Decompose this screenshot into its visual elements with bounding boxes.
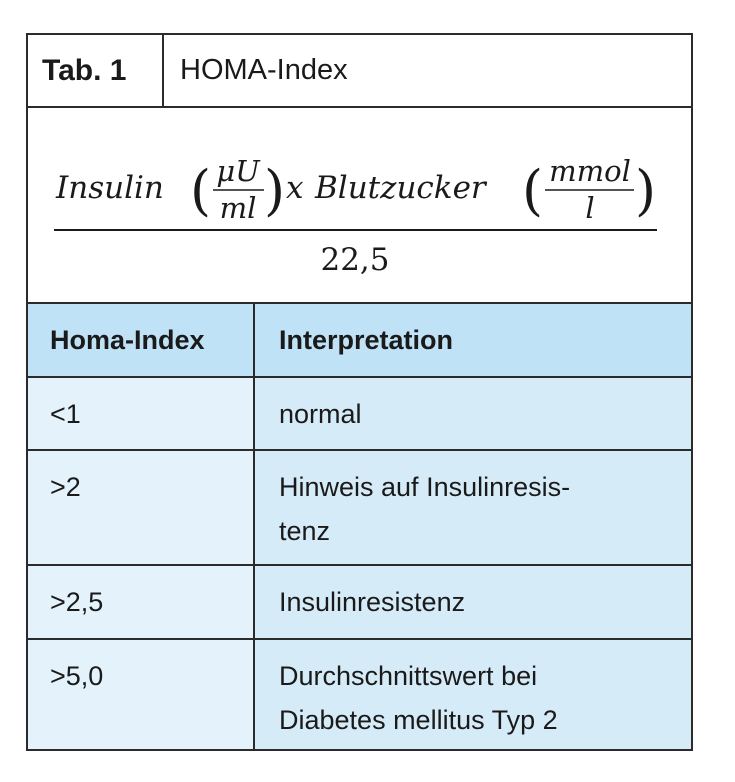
interpretation-line: normal (279, 399, 362, 429)
table-cell-interpretation (255, 640, 691, 749)
table-cell-index: <1 (28, 378, 255, 449)
interpretation-line: Hinweis auf Insulinresis- (279, 472, 571, 502)
table-frame (26, 33, 693, 751)
homa-formula (28, 108, 691, 302)
table-cell-interpretation (255, 566, 691, 638)
formula-term-insulin: Insulin (56, 170, 164, 206)
interpretation-table (28, 304, 691, 749)
formula-paren-close-2: ) (635, 159, 657, 222)
table-row (28, 451, 691, 566)
formula-term-blutzucker: Blutzucker (315, 170, 486, 206)
formula-paren-open-2: ( (522, 159, 544, 222)
formula-operator: x (286, 170, 304, 206)
interpretation-line: Diabetes mellitus Typ 2 (279, 705, 558, 735)
table-title-row (28, 35, 691, 108)
table-cell-index: >5,0 (28, 640, 255, 749)
formula-paren-close-1: ) (264, 159, 286, 222)
table-row (28, 640, 691, 749)
formula-unit-glucose-numerator: mmol (549, 154, 631, 188)
formula-denominator: 22,5 (320, 242, 390, 278)
formula-section (28, 108, 691, 304)
interpretation-line: tenz (279, 516, 331, 546)
formula-unit-insulin-denominator: ml (219, 191, 257, 225)
interpretation-line: Durchschnittswert bei (279, 661, 538, 691)
column-header-homa-index: Homa-Index (28, 304, 255, 376)
column-header-interpretation: Interpretation (255, 304, 691, 376)
table-cell-index: >2 (28, 451, 255, 564)
table-cell-interpretation (255, 451, 691, 564)
formula-unit-glucose-denominator: l (585, 191, 595, 225)
table-header-row (28, 304, 691, 378)
formula-unit-insulin-numerator: μU (216, 154, 260, 188)
table-cell-interpretation (255, 378, 691, 449)
table-number-label: Tab. 1 (28, 35, 164, 106)
interpretation-line: Insulinresistenz (279, 587, 466, 617)
table-row (28, 378, 691, 451)
table-cell-index: >2,5 (28, 566, 255, 638)
table-title: HOMA-Index (180, 54, 348, 86)
formula-paren-open-1: ( (190, 159, 212, 222)
table-row (28, 566, 691, 640)
